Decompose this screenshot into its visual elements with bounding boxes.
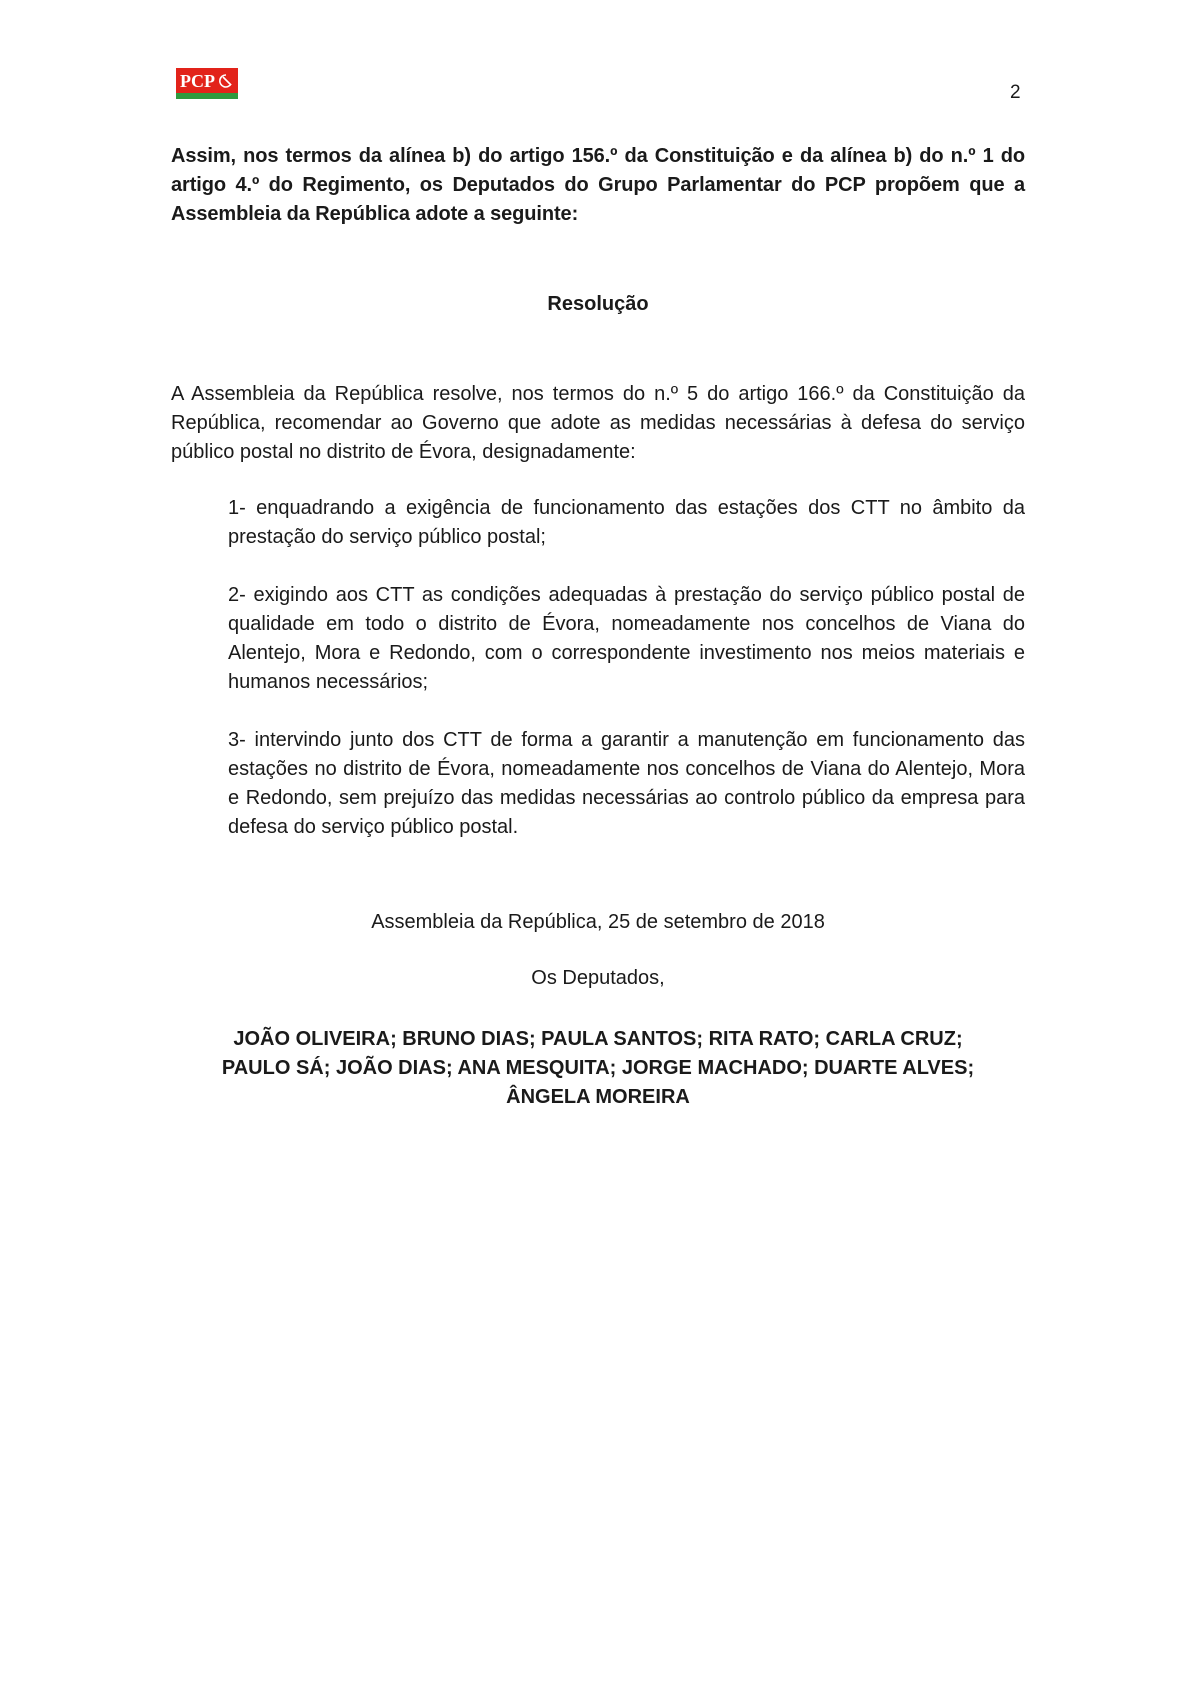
document-body xyxy=(171,142,1025,1108)
pcp-logo xyxy=(176,68,238,100)
resolution-items xyxy=(228,494,1025,871)
resolution-item: 3- intervindo junto dos CTT de forma a garantir a manutenção em funcionamento das estações no distrito de Évora, nomeadamente nos concelhos de Viana do Alentejo, Mora e Redondo, sem prejuízo das medidas necessárias ao controlo público da empresa para defesa do serviço público postal. xyxy=(228,729,1025,838)
resolution-item: 2- exigindo aos CTT as condições adequadas à prestação do serviço público postal de qualidade em todo o distrito de Évora, nomeadamente nos concelhos de Viana do Alentejo, Mora e Redondo, com o correspondente investimento nos meios materiais e humanos necessários; xyxy=(228,584,1025,693)
place-date: Assembleia da República, 25 de setembro de 2018 xyxy=(371,911,825,933)
logo-text: PCP xyxy=(180,71,215,91)
page-number: 2 xyxy=(1010,82,1021,103)
signatories-label: Os Deputados, xyxy=(531,967,665,989)
resolution-paragraph: A Assembleia da República resolve, nos termos do n.º 5 do artigo 166.º da Constituição da República, recomendar ao Governo que adote as medidas necessárias à defesa do serviço público postal no distrito de Évora, designadamente: xyxy=(171,383,1025,463)
intro-paragraph: Assim, nos termos da alínea b) do artigo 156.º da Constituição e da alínea b) do n.º 1 do artigo 4.º do Regimento, os Deputados do Grupo Parlamentar do PCP propõem que a Assembleia da República adote a seguinte: xyxy=(171,145,1025,225)
signatory-names: JOÃO OLIVEIRA; BRUNO DIAS; PAULA SANTOS; RITA RATO; CARLA CRUZ; PAULO SÁ; JOÃO DIAS; ANA MESQUITA; JORGE MACHADO; DUARTE ALVES; ÂNGELA MOREIRA xyxy=(221,1028,975,1108)
resolution-item: 1- enquadrando a exigência de funcionamento das estações dos CTT no âmbito da prestação do serviço público postal; xyxy=(228,497,1025,548)
section-title: Resolução xyxy=(547,293,649,315)
closing-block xyxy=(171,908,1025,1112)
